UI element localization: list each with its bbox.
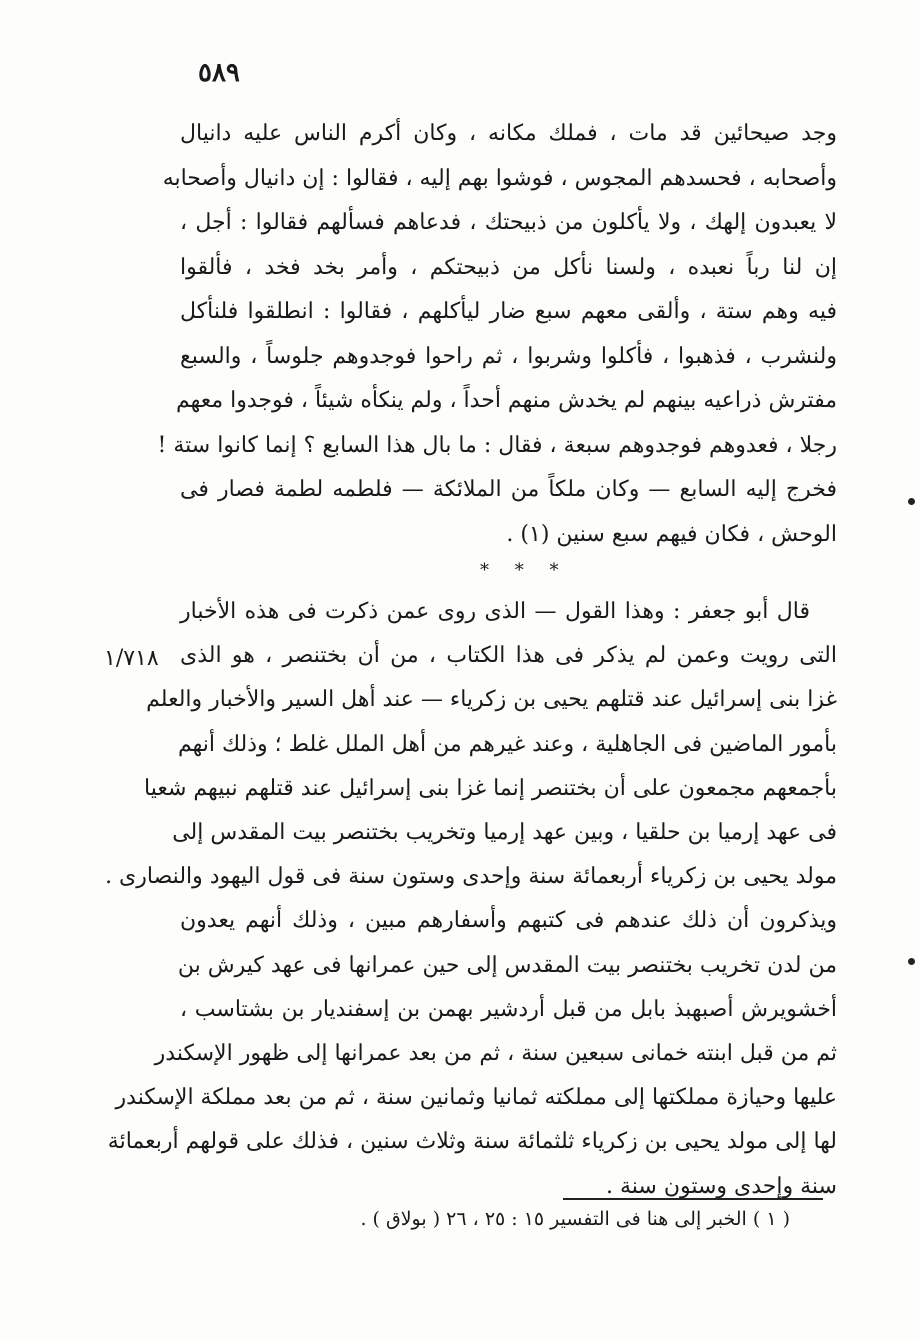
footnote-rule	[563, 1198, 823, 1200]
margin-reference: ١/٧١٨	[104, 646, 159, 671]
text-line: عليها وحيازة مملكتها إلى مملكته ثمانيا وثمانين سنة ، ثم من بعد مملكة الإسكندر	[115, 1085, 837, 1111]
text-line: إن لنا رباً نعبده ، ولسنا نأكل من ذبيحتكم ، وأمر بخد فخد ، فألقوا	[180, 254, 837, 280]
text-line: ويذكرون أن ذلك عندهم فى كتبهم وأسفارهم مبين ، وذلك أنهم يعدون	[180, 908, 838, 934]
footnote: ( ١ ) الخبر إلى هنا فى التفسير ١٥ : ٢٥ ، ٢٦ ( بولاق ) .	[360, 1208, 790, 1230]
edge-mark	[908, 958, 915, 965]
text-line: لا يعبدون إلهك ، ولا يأكلون من ذبيحتك ، فدعاهم فسألهم فقالوا : أجل ،	[180, 210, 837, 235]
text-line: بأجمعهم مجمعون على أن بختنصر إنما غزا بنى إسرائيل عند قتلهم نبيهم شعيا	[144, 775, 837, 801]
text-line: فى عهد إرميا بن حلقيا ، وبين عهد إرميا وتخريب بختنصر بيت المقدس إلى	[172, 820, 837, 845]
text-line: ولنشرب ، فذهبوا ، فأكلوا وشربوا ، ثم راحوا فوجدوهم جلوساً ، والسبع	[180, 343, 837, 369]
text-line: غزا بنى إسرائيل عند قتلهم يحيى بن زكرياء — عند أهل السير والأخبار والعلم	[146, 687, 837, 713]
text-line: مفترش ذراعيه بينهم لم يخدش منهم أحداً ، ولم ينكأه شيئاً ، فوجدوا معهم	[175, 388, 837, 413]
page-number: ٥٨٩	[198, 58, 240, 88]
text-line: فخرج إليه السابع — وكان ملكاً من الملائكة — فلطمه لطمة فصار فى	[180, 477, 837, 502]
section-break: * * *	[480, 560, 569, 581]
edge-mark	[908, 498, 915, 505]
text-line: قال أبو جعفر : وهذا القول — الذى روى عمن ذكرت فى هذه الأخبار	[180, 599, 810, 624]
text-line: ثم من قبل ابنته خمانى سبعين سنة ، ثم من بعد عمرانها إلى ظهور الإسكندر	[154, 1041, 837, 1066]
text-line: التى رويت وعمن لم يذكر فى هذا الكتاب ، من أن بختنصر ، هو الذى	[180, 643, 838, 669]
text-line: مولد يحيى بن زكرياء أربعمائة سنة وإحدى وستون سنة فى قول اليهود والنصارى .	[105, 864, 837, 890]
text-line: بأمور الماضين فى الجاهلية ، وعند غيرهم من أهل الملل غلط ؛ وذلك أنهم	[177, 731, 837, 757]
text-line: وجد صيحائين قد مات ، فملك مكانه ، وكان أكرم الناس عليه دانيال	[180, 121, 837, 146]
text-line: لها إلى مولد يحيى بن زكرياء ثلثمائة سنة وثلاث سنين ، فذلك على قولهم أربعمائة	[107, 1129, 837, 1155]
text-line: رجلا ، فعدوهم فوجدوهم سبعة ، فقال : ما بال هذا السابع ؟ إنما كانوا ستة !	[157, 432, 837, 458]
text-line: فيه وهم ستة ، وألقى معهم سبع ضار ليأكلهم ، فقالوا : انطلقوا فلنأكل	[180, 299, 837, 324]
text-line: الوحش ، فكان فيهم سبع سنين (١) .	[506, 521, 837, 547]
text-line: وأصحابه ، فحسدهم المجوس ، فوشوا بهم إليه ، فقالوا : إن دانيال وأصحابه	[162, 165, 837, 191]
text-line: من لدن تخريب بختنصر بيت المقدس إلى حين عمرانها فى عهد كيرش بن	[177, 952, 837, 978]
text-line: أخشويرش أصبهبذ بابل من قبل أردشير بهمن بن إسفنديار بن بشتاسب ،	[180, 996, 837, 1022]
text-line: سنة وإحدى وستون سنة .	[605, 1173, 837, 1199]
